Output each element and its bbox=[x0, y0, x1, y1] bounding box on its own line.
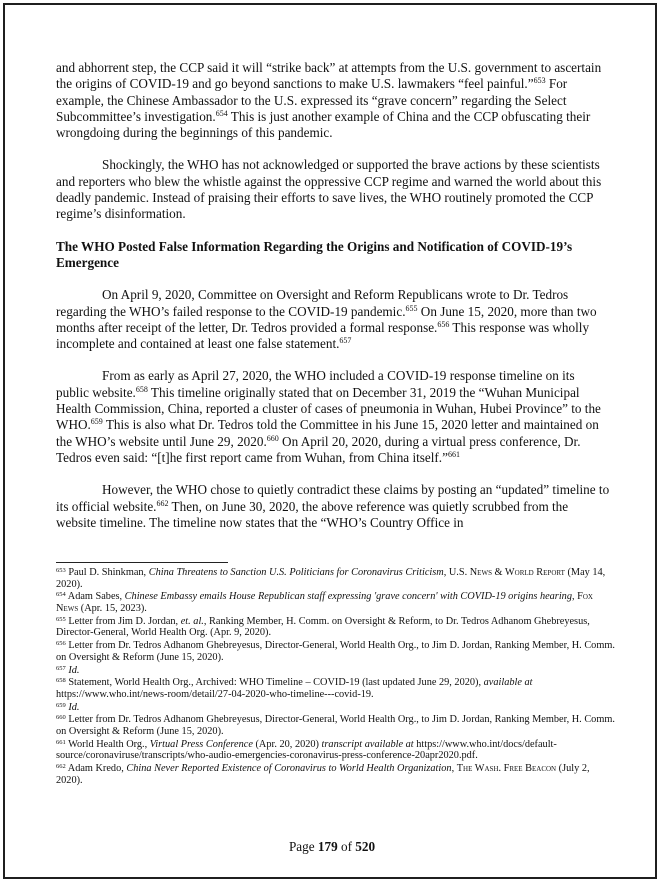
footnotes bbox=[56, 567, 616, 788]
footnote-654: $^{654}$ Adam Sabes, Chinese Embassy emails House Republican staff expressing 'grave concern' with COVID-19 origins hearing, Fox News (Apr. 15, 2023). bbox=[56, 591, 593, 614]
footnote-separator bbox=[56, 562, 228, 563]
footnote-ref[interactable]: 655 bbox=[405, 303, 418, 313]
footnote-662: $^{662}$ Adam Kredo, China Never Reported Existence of Coronavirus to World Health Organization, The Wash. Free Beacon (July 2, 2020). bbox=[56, 763, 590, 786]
footnote-661: $^{661}$ World Health Org., Virtual Press Conference (Apr. 20, 2020) transcript available at https://www.who.int/docs/default-source/coronaviruse/transcripts/who-audio-emergencies-coronavirus-press-conference-20apr2020.pdf. bbox=[56, 738, 557, 762]
paragraph-2: Shockingly, the WHO has not acknowledged or supported the brave actions by these scientists and reporters who blew the whistle against the oppressive CCP regime and warned the world about this deadly pandemic. Instead of praising their efforts to save lives, the WHO routinely promoted the CCP regime’s disinformation. bbox=[56, 157, 602, 222]
footnote-657: $^{657}$ Id. bbox=[56, 664, 80, 676]
footnote-ref[interactable]: 654 bbox=[215, 108, 228, 118]
footnote-659: $^{659}$ Id. bbox=[56, 701, 80, 713]
footnote-656: $^{656}$ Letter from Dr. Tedros Adhanom Ghebreyesus, Director-General, World Health Org., to Jim D. Jordan, Ranking Member, H. Comm. on Oversight & Reform (June 15, 2020). bbox=[56, 640, 615, 663]
section-heading: The WHO Posted False Information Regarding the Origins and Notification of COVID-19’s Emergence bbox=[56, 238, 573, 270]
footnote-ref[interactable]: 662 bbox=[156, 498, 169, 508]
footnote-ref[interactable]: 657 bbox=[339, 336, 352, 346]
page-number: Page 179 of 520 bbox=[288, 839, 376, 854]
paragraph-3: On April 9, 2020, Committee on Oversight and Reform Republicans wrote to Dr. Tedros regarding the WHO’s failed response to the COVID-19 pandemic.$^{655}$ On June 15, 2020, more than two months after receipt of the letter, Dr. Tedros provided a formal response.$^{656}$ This response was wholly incomplete and contained at least one false statement.$^{657}$ bbox=[56, 287, 597, 352]
footnote-ref[interactable]: 659 bbox=[90, 417, 103, 427]
footnote-653: $^{653}$ Paul D. Shinkman, China Threatens to Sanction U.S. Politicians for Coronavirus Criticism, U.S. News & World Report (May 14, 2020). bbox=[56, 567, 606, 590]
footnote-link[interactable]: https://www.who.int/news-room/detail/27-04-2020-who-timeline---covid-19. bbox=[56, 688, 374, 700]
footnote-ref[interactable]: 660 bbox=[266, 433, 279, 443]
footnote-ref[interactable]: 661 bbox=[447, 449, 460, 459]
footnote-ref[interactable]: 658 bbox=[135, 384, 148, 394]
footnote-658: $^{658}$ Statement, World Health Org., Archived: WHO Timeline – COVID-19 (last updated June 29, 2020), available at https://www.who.int/news-room/detail/27-04-2020-who-timeline---covid-19. bbox=[56, 677, 533, 700]
footnote-660: $^{660}$ Letter from Dr. Tedros Adhanom Ghebreyesus, Director-General, World Health Org., to Jim D. Jordan, Ranking Member, H. Comm. on Oversight & Reform (June 15, 2020). bbox=[56, 714, 615, 738]
footnote-ref[interactable]: 653 bbox=[533, 76, 546, 86]
paragraph-1: and abhorrent step, the CCP said it will “strike back” at attempts from the U.S. government to ascertain the origins of COVID-19 and go beyond sanctions to make U.S. lawmakers “feel painful.”$^{653}$ For example, the Chinese Ambassador to the U.S. expressed its “grave concern” regarding the Select Subcommittee’s investigation.$^{654}$ This is just another example of China and the CCP obfuscating their wrongdoing during the beginnings of this pandemic. bbox=[56, 60, 602, 141]
footnote-655: $^{655}$ Letter from Jim D. Jordan, et. al., Ranking Member, H. Comm. on Oversight & Reform, to Dr. Tedros Adhanom Ghebreyesus, Director-General, World Health Org. (Apr. 9, 2020). bbox=[56, 615, 590, 639]
paragraph-5: However, the WHO chose to quietly contradict these claims by posting an “updated” timeline to its official website.$^{662}$ Then, on June 30, 2020, the above reference was quietly scrubbed from the website timeline. The timeline now states that the “WHO’s Country Office in bbox=[56, 482, 610, 530]
footnote-ref[interactable]: 656 bbox=[437, 319, 450, 329]
body-text bbox=[56, 60, 610, 547]
footnote-link[interactable]: https://www.who.int/docs/default-source/coronaviruse/transcripts/who-audio-emergencies-coronavirus-press-conference-20apr2020.pdf. bbox=[56, 738, 557, 762]
paragraph-4: From as early as April 27, 2020, the WHO included a COVID-19 response timeline on its public website.$^{658}$ This timeline originally stated that on December 31, 2019 the “Wuhan Municipal Health Commission, China, reported a cluster of cases of pneumonia in Wuhan, Hubei Province” to the WHO.$^{659}$ This is also what Dr. Tedros told the Committee in his June 15, 2020 letter and maintained on the WHO’s website until June 29, 2020.$^{660}$ On April 20, 2020, during a virtual press conference, Dr. Tedros even said: “[t]he first report came from Wuhan, from China itself.”$^{661}$ bbox=[56, 368, 601, 465]
